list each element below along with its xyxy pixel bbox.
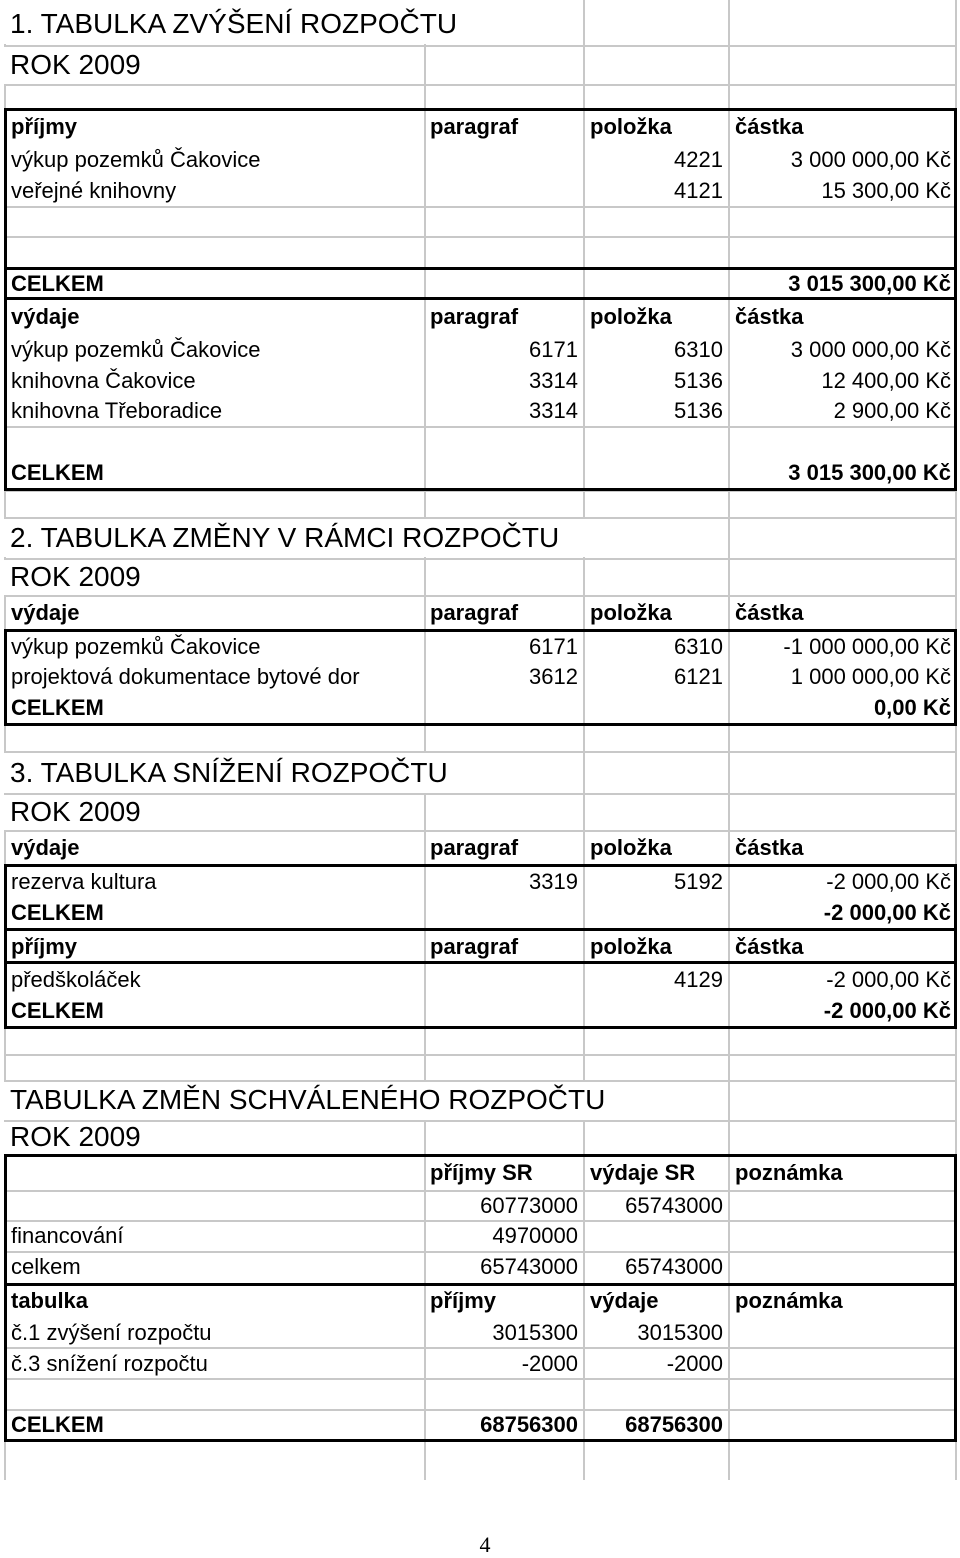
table1-vydaje-total-value: 3 015 300,00 Kč <box>788 460 951 485</box>
table-cell-castka: 2 900,00 Kč <box>833 398 951 423</box>
table2-vydaje-header: výdaje <box>11 600 80 625</box>
column-header-vydaje: výdaje <box>590 1288 659 1313</box>
page-number: 4 <box>479 1532 491 1557</box>
table2-total-value: 0,00 Kč <box>873 695 951 720</box>
table4-tabulka-header: tabulka <box>11 1288 89 1313</box>
table-cell-paragraf: 3314 <box>529 368 578 393</box>
column-header-polozka: položka <box>590 114 672 139</box>
table2-year: ROK 2009 <box>10 561 141 592</box>
column-header-castka: částka <box>735 114 804 139</box>
column-header-poznamka: poznámka <box>735 1288 843 1313</box>
column-header-vydaje-sr: výdaje SR <box>590 1160 696 1185</box>
column-header-prijmy: příjmy <box>430 1288 497 1313</box>
table-cell-polozka: 5192 <box>674 869 723 894</box>
table-cell-prijmy: 65743000 <box>480 1254 578 1279</box>
table-row-label: financování <box>11 1223 124 1248</box>
table-cell-paragraf: 3314 <box>529 398 578 423</box>
table-cell-prijmy: -2000 <box>521 1351 578 1376</box>
table-cell-polozka: 5136 <box>674 368 723 393</box>
table-cell-prijmy: 60773000 <box>480 1193 578 1218</box>
column-header-paragraf: paragraf <box>430 600 519 625</box>
table4-total-label: CELKEM <box>11 1412 104 1437</box>
table-cell-polozka: 4221 <box>674 147 723 172</box>
column-header-polozka: položka <box>590 934 672 959</box>
column-header-paragraf: paragraf <box>430 304 519 329</box>
column-header-castka: částka <box>735 934 804 959</box>
table-cell-polozka: 4129 <box>674 967 723 992</box>
table-cell-castka: -2 000,00 Kč <box>826 967 951 992</box>
table-cell-castka: 3 000 000,00 Kč <box>790 337 951 362</box>
table3-vydaje-total-label: CELKEM <box>11 900 104 925</box>
table-row-label: celkem <box>11 1254 81 1279</box>
table2-title: 2. TABULKA ZMĚNY V RÁMCI ROZPOČTU <box>10 522 560 553</box>
column-header-castka: částka <box>735 304 804 329</box>
table3-prijmy-total-value: -2 000,00 Kč <box>823 998 951 1023</box>
table4-total-vydaje: 68756300 <box>625 1412 723 1437</box>
table-cell-vydaje: 3015300 <box>637 1320 723 1345</box>
column-header-polozka: položka <box>590 600 672 625</box>
table-row-label: knihovna Čakovice <box>11 368 196 393</box>
table-cell-castka: 15 300,00 Kč <box>821 178 951 203</box>
column-header-paragraf: paragraf <box>430 934 519 959</box>
table-cell-vydaje: 65743000 <box>625 1254 723 1279</box>
table3-vydaje-header: výdaje <box>11 835 80 860</box>
table-cell-polozka: 4121 <box>674 178 723 203</box>
table-cell-polozka: 6121 <box>674 664 723 689</box>
table-row-label: č.3 snížení rozpočtu <box>11 1351 208 1376</box>
table-cell-castka: -2 000,00 Kč <box>826 869 951 894</box>
table-cell-polozka: 6310 <box>674 337 723 362</box>
table1-vydaje-header: výdaje <box>11 304 80 329</box>
table-cell-vydaje: 65743000 <box>625 1193 723 1218</box>
table-row-label: výkup pozemků Čakovice <box>11 147 261 172</box>
table-row-label: výkup pozemků Čakovice <box>11 337 261 362</box>
table-cell-vydaje: -2000 <box>666 1351 723 1376</box>
table3-prijmy-total-label: CELKEM <box>11 998 104 1023</box>
column-header-polozka: položka <box>590 835 672 860</box>
column-header-poznamka: poznámka <box>735 1160 843 1185</box>
table1-year: ROK 2009 <box>10 49 141 80</box>
table3-vydaje-total-value: -2 000,00 Kč <box>823 900 951 925</box>
table-cell-paragraf: 6171 <box>529 337 578 362</box>
table-cell-polozka: 6310 <box>674 634 723 659</box>
table1-vydaje-total-label: CELKEM <box>11 460 104 485</box>
table4-title: TABULKA ZMĚN SCHVÁLENÉHO ROZPOČTU <box>10 1084 606 1115</box>
table4-year: ROK 2009 <box>10 1121 141 1152</box>
table2-total-label: CELKEM <box>11 695 104 720</box>
table1-title: 1. TABULKA ZVÝŠENÍ ROZPOČTU <box>10 8 458 39</box>
table4-total-prijmy: 68756300 <box>480 1412 578 1437</box>
grid-line <box>4 1054 956 1056</box>
column-header-prijmy-sr: příjmy SR <box>430 1160 533 1185</box>
table-row-label: knihovna Třeboradice <box>11 398 223 423</box>
column-header-paragraf: paragraf <box>430 835 519 860</box>
table-row-label: výkup pozemků Čakovice <box>11 634 261 659</box>
table-cell-prijmy: 3015300 <box>492 1320 578 1345</box>
table3-prijmy-header: příjmy <box>11 934 78 959</box>
table3-year: ROK 2009 <box>10 796 141 827</box>
table3-title: 3. TABULKA SNÍŽENÍ ROZPOČTU <box>10 757 448 788</box>
table-cell-castka: -1 000 000,00 Kč <box>783 634 951 659</box>
table-cell-paragraf: 3612 <box>529 664 578 689</box>
table1-prijmy-total-value: 3 015 300,00 Kč <box>788 271 951 296</box>
table-row-label: veřejné knihovny <box>11 178 177 203</box>
table-cell-polozka: 5136 <box>674 398 723 423</box>
table-cell-paragraf: 6171 <box>529 634 578 659</box>
column-header-paragraf: paragraf <box>430 114 519 139</box>
grid-line <box>4 84 956 86</box>
table-cell-prijmy: 4970000 <box>492 1223 578 1248</box>
column-header-castka: částka <box>735 600 804 625</box>
column-header-polozka: položka <box>590 304 672 329</box>
column-header-castka: částka <box>735 835 804 860</box>
table-row-label: předškoláček <box>11 967 141 992</box>
table-row-label: č.1 zvýšení rozpočtu <box>11 1320 212 1345</box>
table-cell-castka: 3 000 000,00 Kč <box>790 147 951 172</box>
table1-prijmy-header: příjmy <box>11 114 78 139</box>
table-cell-paragraf: 3319 <box>529 869 578 894</box>
table-cell-castka: 1 000 000,00 Kč <box>790 664 951 689</box>
table-cell-castka: 12 400,00 Kč <box>821 368 951 393</box>
table1-prijmy-total-label: CELKEM <box>11 271 104 296</box>
table-row-label: projektová dokumentace bytové dor <box>11 664 360 689</box>
table-row-label: rezerva kultura <box>11 869 157 894</box>
